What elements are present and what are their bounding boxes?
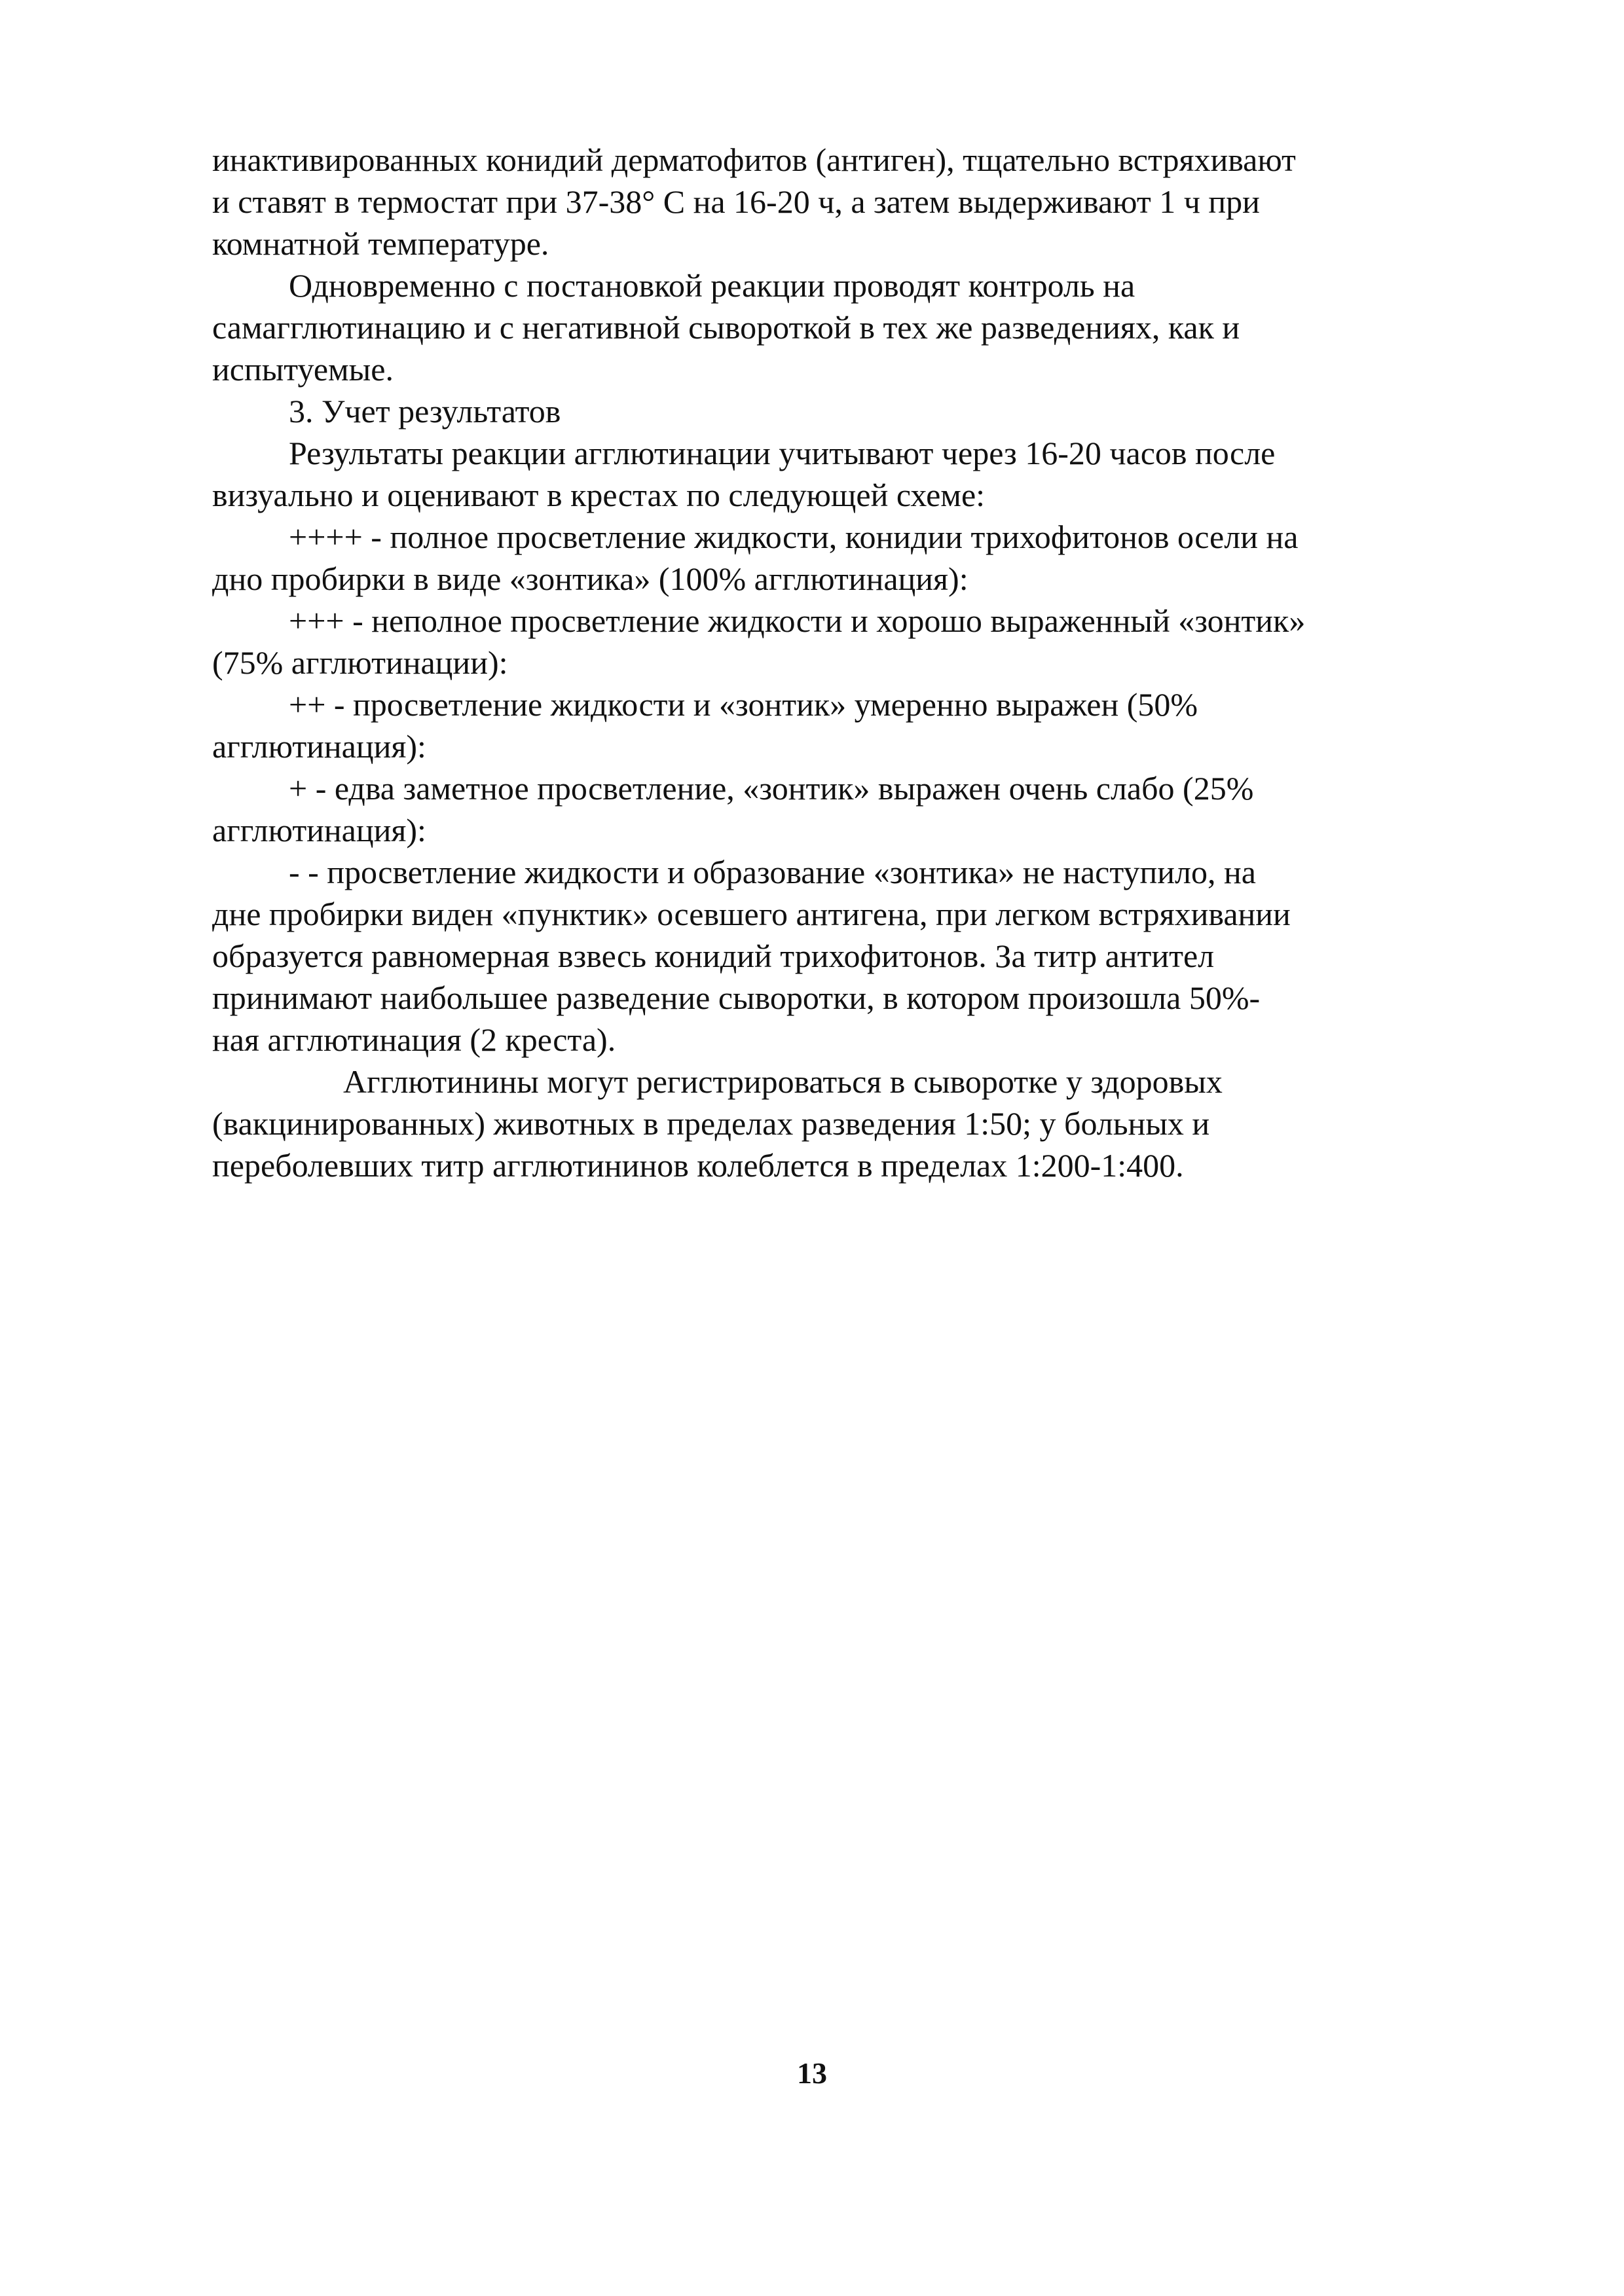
paragraph-control: [212, 264, 1437, 390]
scale-item-2-plus: [212, 683, 1437, 767]
page-number: 13: [797, 2056, 827, 2090]
text-line: принимают наибольшее разведение сыворотки, в котором произошла 50%-: [212, 979, 1261, 1016]
text-line: переболевших титр агглютининов колеблется в пределах 1:200-1:400.: [212, 1147, 1184, 1184]
text-line: Результаты реакции агглютинации учитывают через 16-20 часов после: [289, 435, 1276, 471]
scale-item-negative: [212, 851, 1437, 1061]
paragraph-antigen-incubation: [212, 139, 1437, 264]
scale-item-3-plus: [212, 600, 1437, 683]
text-line: дно пробирки в виде «зонтика» (100% агглютинация):: [212, 560, 969, 597]
body-text: [212, 139, 1437, 1186]
text-line: агглютинация):: [212, 812, 426, 848]
text-line: Одновременно с постановкой реакции проводят контроль на: [289, 267, 1135, 304]
text-line: самагглютинацию и с негативной сывороткой в тех же разведениях, как и: [212, 309, 1240, 346]
text-line: комнатной температуре.: [212, 225, 549, 262]
text-line: ++++ - полное просветление жидкости, конидии трихофитонов осели на: [289, 519, 1299, 555]
text-line: и ставят в термостат при 37-38° С на 16-20 ч, а затем выдерживают 1 ч при: [212, 183, 1260, 220]
text-line: + - едва заметное просветление, «зонтик» выражен очень слабо (25%: [289, 770, 1254, 807]
paragraph-agglutinins: [212, 1061, 1437, 1186]
paragraph-results: [212, 432, 1437, 516]
text-line: ++ - просветление жидкости и «зонтик» умеренно выражен (50%: [289, 686, 1198, 723]
text-line: ная агглютинация (2 креста).: [212, 1021, 616, 1058]
text-line: Агглютинины могут регистрироваться в сыворотке у здоровых: [343, 1063, 1223, 1100]
text-line: испытуемые.: [212, 351, 394, 388]
text-line: (вакцинированных) животных в пределах разведения 1:50; у больных и: [212, 1105, 1210, 1142]
scale-item-4-plus: [212, 516, 1437, 600]
text-line: +++ - неполное просветление жидкости и хорошо выраженный «зонтик»: [289, 602, 1306, 639]
text-line: агглютинация):: [212, 728, 426, 765]
text-line: инактивированных конидий дерматофитов (антиген), тщательно встряхивают: [212, 141, 1296, 178]
text-line: - - просветление жидкости и образование «зонтика» не наступило, на: [289, 854, 1256, 890]
text-line: образуется равномерная взвесь конидий трихофитонов. За титр антител: [212, 938, 1215, 974]
text-line: (75% агглютинации):: [212, 644, 508, 681]
section-heading: [212, 390, 1437, 432]
text-line: 3. Учет результатов: [289, 393, 561, 429]
scale-item-1-plus: [212, 767, 1437, 851]
text-line: дне пробирки виден «пунктик» осевшего антигена, при легком встряхивании: [212, 896, 1291, 932]
text-line: визуально и оценивают в крестах по следующей схеме:: [212, 477, 986, 513]
